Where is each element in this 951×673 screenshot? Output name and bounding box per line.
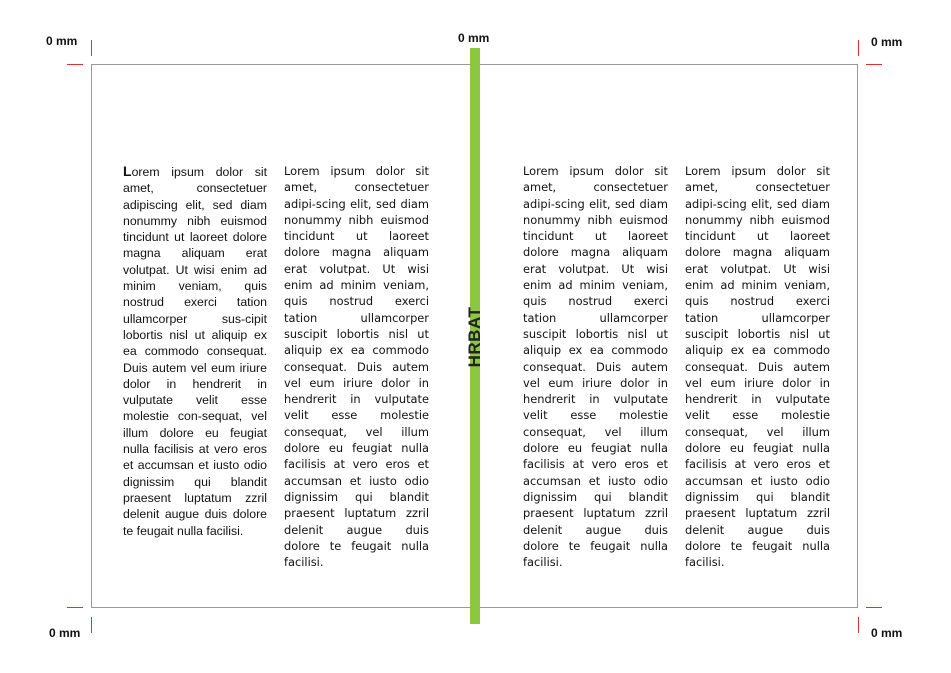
text-column-1 [123, 163, 267, 539]
crop-mark-top-right-horizontal [866, 64, 882, 65]
crop-mark-top-left-vertical [91, 40, 92, 56]
text-column-4 [685, 163, 830, 570]
column-1-text: orem ipsum dolor sit amet, consectetuer adipiscing elit, sed diam nonummy nibh euismod tincidunt ut laoreet dolore magna aliquam erat volutpat. Ut wisi enim ad minim veniam, quis nostrud exerci tation ullamcorper sus-cipit lobortis nisl ut aliquip ex ea commodo consequat. Duis autem vel eum iriure dolor in hendrerit in vulputate velit esse molestie con-sequat, vel illum dolore eu feugiat nulla facilisis at vero eros et accumsan et iusto odio dignissim qui blandit praesent luptatum zzril delenit augue duis dolore te feugait nulla facilisi. [123, 165, 267, 538]
marker-label-top-center: 0 mm [458, 31, 490, 45]
marker-label-bottom-left: 0 mm [49, 626, 81, 640]
crop-mark-top-left-horizontal [67, 64, 83, 65]
column-4-text: Lorem ipsum dolor sit amet, consectetuer adipi-scing elit, sed diam nonummy nibh euismod tincidunt ut laoreet dolore magna aliquam erat volutpat. Ut wisi enim ad minim veniam, quis nostrud exerci tation ullamcorper suscipit lobortis nisl ut aliquip ex ea commodo consequat. Duis autem vel eum iriure dolor in hendrerit in vulputate velit esse molestie consequat, vel illum dolore eu feugiat nulla facilisis at vero eros et accumsan et iusto odio dignissim qui blandit praesent luptatum zzril delenit augue duis dolore te feugait nulla facilisi. [685, 164, 830, 570]
marker-label-top-left: 0 mm [46, 34, 78, 48]
column-3-text: Lorem ipsum dolor sit amet, consectetuer adipi-scing elit, sed diam nonummy nibh euismod tincidunt ut laoreet dolore magna aliquam erat volutpat. Ut wisi enim ad minim veniam, quis nostrud exerci tation ullamcorper suscipit lobortis nisl ut aliquip ex ea commodo consequat. Duis autem vel eum iriure dolor in hendrerit in vulputate velit esse molestie consequat, vel illum dolore eu feugiat nulla facilisis at vero eros et accumsan et iusto odio dignissim qui blandit praesent luptatum zzril delenit augue duis dolore te feugait nulla facilisi. [523, 164, 668, 570]
column-2-text: Lorem ipsum dolor sit amet, consectetuer adipi-scing elit, sed diam nonummy nibh euismod tincidunt ut laoreet dolore magna aliquam erat volutpat. Ut wisi enim ad minim veniam, quis nostrud exerci tation ullamcorper suscipit lobortis nisl ut aliquip ex ea commodo consequat. Duis autem vel eum iriure dolor in hendrerit in vulputate velit esse molestie consequat, vel illum dolore eu feugiat nulla facilisis at vero eros et accumsan et iusto odio dignissim qui blandit praesent luptatum zzril delenit augue duis dolore te feugait nulla facilisi. [284, 164, 429, 570]
marker-label-bottom-right: 0 mm [871, 626, 903, 640]
crop-mark-bottom-left-horizontal [67, 607, 83, 608]
marker-label-top-right: 0 mm [871, 35, 903, 49]
text-column-2 [284, 163, 429, 570]
spine-label: HRBAT [465, 306, 484, 368]
initial-letter: L [123, 163, 132, 179]
text-column-3 [523, 163, 668, 570]
crop-mark-top-right-vertical [858, 40, 859, 56]
crop-mark-bottom-right-horizontal [866, 607, 882, 608]
crop-mark-bottom-right-vertical [858, 617, 859, 633]
crop-mark-bottom-left-vertical [91, 617, 92, 633]
